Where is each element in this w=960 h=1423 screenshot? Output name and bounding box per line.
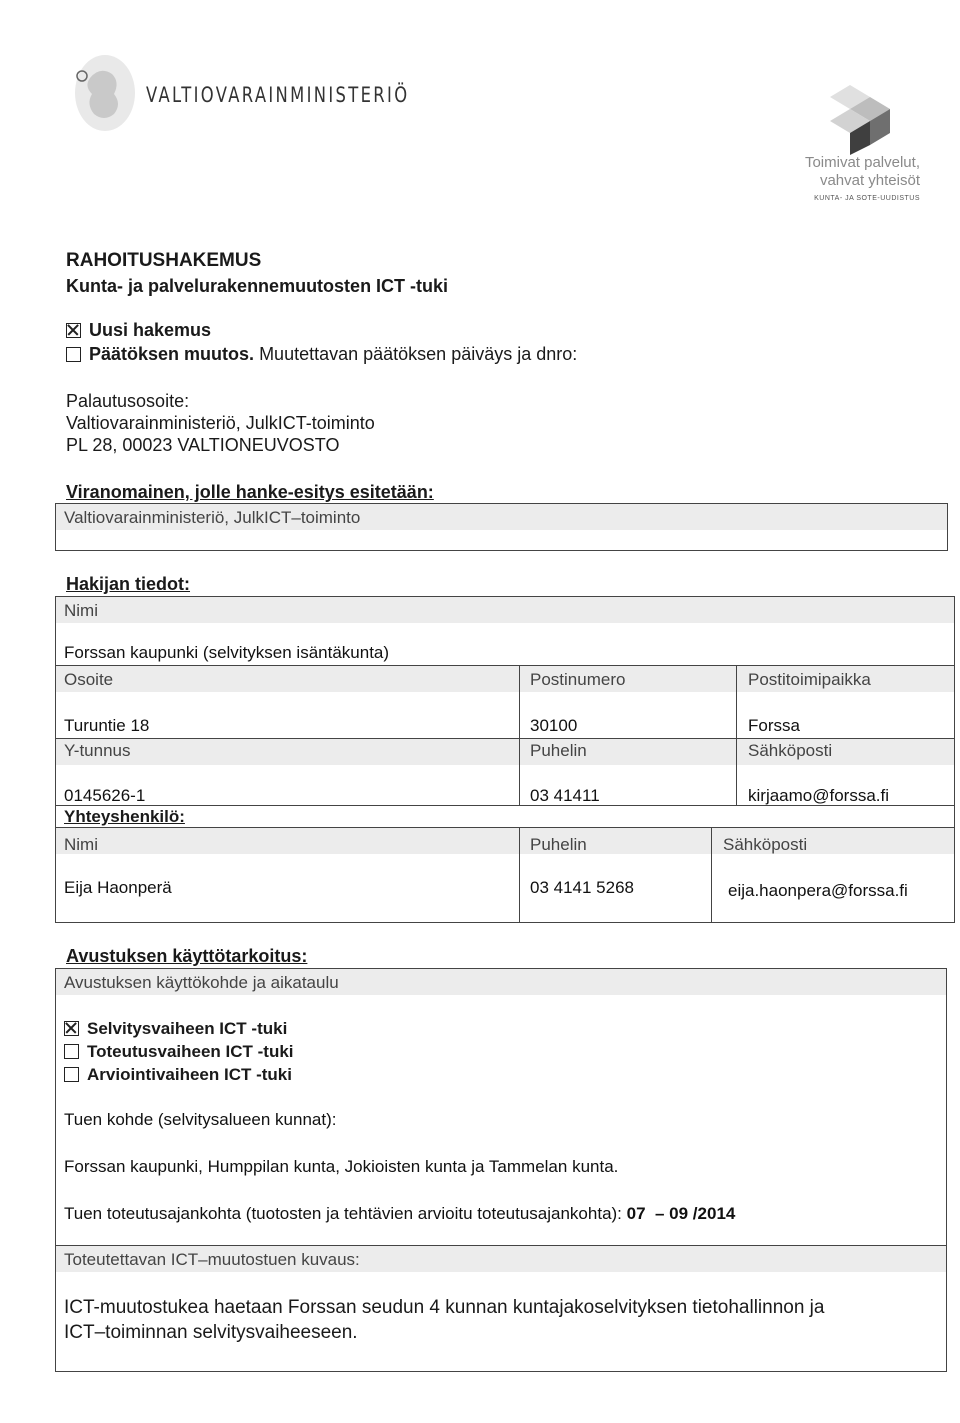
authority-value[interactable]: Valtiovarainministeriö, JulkICT–toiminto xyxy=(64,508,361,527)
tagline-small: KUNTA- JA SOTE-UUDISTUS xyxy=(814,195,920,202)
purpose-sub-label: Avustuksen käyttökohde ja aikataulu xyxy=(64,973,339,992)
phone-label: Puhelin xyxy=(530,741,587,760)
contact-phone-value[interactable]: 03 4141 5268 xyxy=(530,878,634,897)
new-application-label: Uusi hakemus xyxy=(89,320,212,340)
description-label: Toteutettavan ICT–muutostuen kuvaus: xyxy=(64,1250,360,1269)
purpose-options xyxy=(64,1017,294,1086)
divider xyxy=(736,665,737,805)
contact-name-label: Nimi xyxy=(64,835,98,854)
finnish-lion-crest-icon xyxy=(70,48,140,138)
row-shade xyxy=(56,597,954,623)
description-text[interactable] xyxy=(64,1295,824,1345)
description-line1: ICT-muutostukea haetaan Forssan seudun 4 kunnan kuntajakoselvityksen tietohallinnon ja xyxy=(64,1297,825,1318)
option-toteutus-label: Toteutusvaiheen ICT -tuki xyxy=(87,1042,294,1061)
divider xyxy=(519,665,520,805)
email-value[interactable]: kirjaamo@forssa.fi xyxy=(748,786,890,805)
tagline-line2: vahvat yhteisöt xyxy=(819,172,920,189)
business-id-value[interactable]: 0145626-1 xyxy=(64,786,146,805)
option-selvitys-checkbox[interactable] xyxy=(64,1021,79,1036)
description-line2: ICT–toiminnan selvitysvaiheeseen. xyxy=(64,1322,358,1343)
reform-logo-icon xyxy=(820,85,900,155)
option-arviointi-checkbox[interactable] xyxy=(64,1067,79,1082)
divider xyxy=(711,827,712,923)
tagline-line1: Toimivat palvelut, xyxy=(804,154,920,171)
option-arviointi-label: Arviointivaiheen ICT -tuki xyxy=(87,1065,292,1084)
post-office-value[interactable]: Forssa xyxy=(748,716,800,735)
ministry-name: VALTIOVARAINMINISTERIÖ xyxy=(146,83,410,107)
divider xyxy=(56,738,954,739)
contact-email-value[interactable]: eija.haonpera@forssa.fi xyxy=(728,881,908,900)
new-application-row xyxy=(66,320,211,341)
decision-change-checkbox[interactable] xyxy=(66,347,81,362)
target-value[interactable]: Forssan kaupunki, Humppilan kunta, Jokioisten kunta ja Tammelan kunta. xyxy=(64,1157,619,1176)
divider xyxy=(56,665,954,666)
authority-heading: Viranomainen, jolle hanke-esitys esitetään: xyxy=(66,482,434,502)
timing-row xyxy=(64,1204,735,1224)
divider xyxy=(56,827,954,828)
option-arviointi xyxy=(64,1063,294,1086)
decision-change-note: Muutettavan päätöksen päiväys ja dnro: xyxy=(259,344,578,364)
authority-box xyxy=(55,503,948,551)
row-shade xyxy=(56,828,954,854)
option-toteutus xyxy=(64,1040,294,1063)
applicant-name-value[interactable]: Forssan kaupunki (selvityksen isäntäkunta) xyxy=(64,643,390,662)
target-label: Tuen kohde (selvitysalueen kunnat): xyxy=(64,1110,337,1129)
applicant-heading: Hakijan tiedot: xyxy=(66,574,191,594)
timing-value[interactable]: 07 – 09 /2014 xyxy=(626,1204,736,1223)
decision-change-label: Päätöksen muutos. xyxy=(89,344,255,364)
option-toteutus-checkbox[interactable] xyxy=(64,1044,79,1059)
timing-label: Tuen toteutusajankohta (tuotosten ja tehtävien arvioitu toteutusajankohta): xyxy=(64,1204,622,1223)
option-selvitys xyxy=(64,1017,294,1040)
return-address-heading: Palautusosoite: xyxy=(66,391,190,411)
divider xyxy=(519,827,520,923)
new-application-checkbox[interactable] xyxy=(66,323,81,338)
applicant-contact-table xyxy=(55,596,955,923)
form-subtitle: Kunta- ja palvelurakennemuutosten ICT -tuki xyxy=(66,276,449,296)
contact-name-value[interactable]: Eija Haonperä xyxy=(64,878,172,897)
option-selvitys-label: Selvitysvaiheen ICT -tuki xyxy=(87,1019,288,1038)
contact-email-label: Sähköposti xyxy=(723,835,808,854)
contact-phone-label: Puhelin xyxy=(530,835,587,854)
decision-change-row xyxy=(66,344,577,365)
post-office-label: Postitoimipaikka xyxy=(748,670,871,689)
purpose-box xyxy=(55,968,947,1372)
purpose-heading: Avustuksen käyttötarkoitus: xyxy=(66,946,308,966)
return-address-line2: PL 28, 00023 VALTIONEUVOSTO xyxy=(66,435,340,455)
address-label: Osoite xyxy=(64,670,114,689)
email-label: Sähköposti xyxy=(748,741,833,760)
applicant-name-label: Nimi xyxy=(64,601,98,620)
postal-code-label: Postinumero xyxy=(530,670,626,689)
reform-tagline xyxy=(805,154,920,208)
postal-code-value[interactable]: 30100 xyxy=(530,716,578,735)
contact-heading: Yhteyshenkilö: xyxy=(64,807,185,826)
phone-value[interactable]: 03 41411 xyxy=(530,786,600,805)
form-title: RAHOITUSHAKEMUS xyxy=(66,250,262,271)
address-value[interactable]: Turuntie 18 xyxy=(64,716,150,735)
return-address-line1: Valtiovarainministeriö, JulkICT-toiminto xyxy=(66,413,375,433)
business-id-label: Y-tunnus xyxy=(64,741,131,760)
return-address xyxy=(66,390,375,456)
